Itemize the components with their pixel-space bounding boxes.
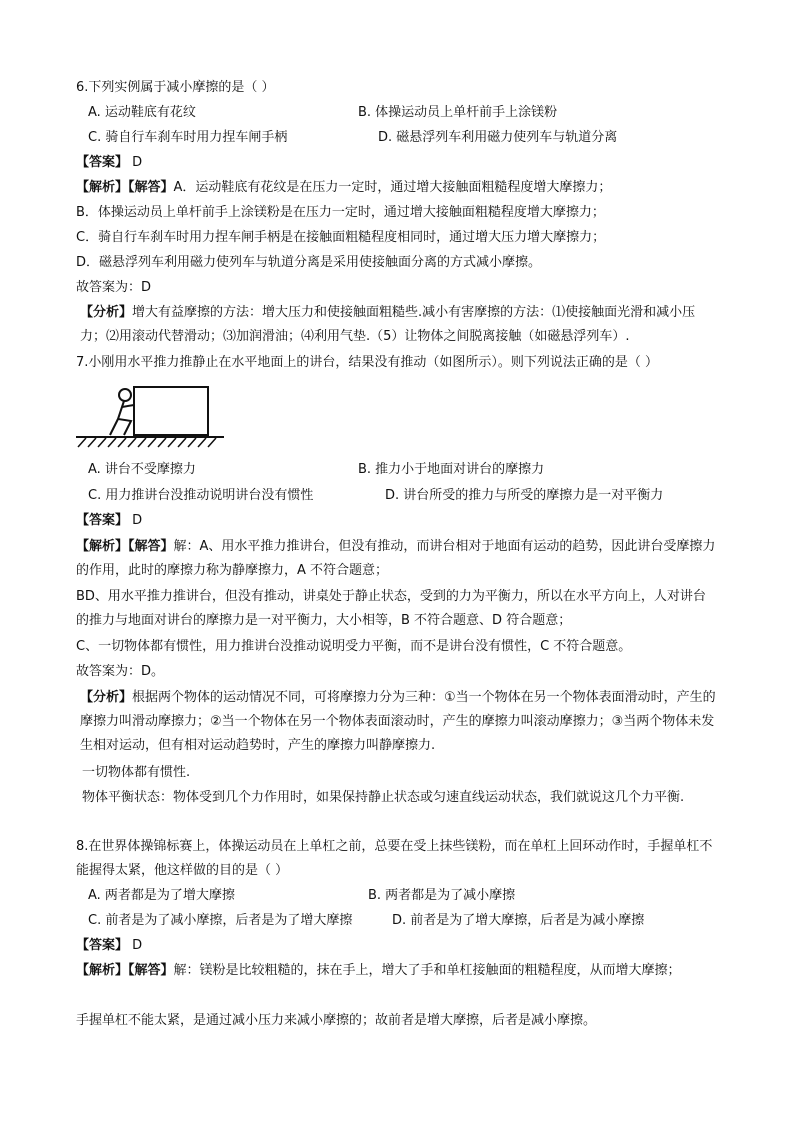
- answer-tag: 【答案】: [76, 513, 129, 528]
- q6-question: 6.下列实例属于减小摩擦的是（ ）: [76, 80, 275, 95]
- jiexi-tag: 【解析】【解答】: [76, 180, 174, 195]
- q7-jiexi-c: C、一切物体都有惯性，用力推讲台没推动说明受力平衡，而不是讲台没有惯性，C 不符合题意。: [76, 639, 632, 654]
- q6-option-b: B. 体操运动员上单杆前手上涂镁粉: [358, 105, 558, 120]
- jiexi-tag: 【解析】【解答】: [76, 539, 174, 554]
- answer-tag: 【答案】: [76, 155, 129, 170]
- q7-jiexi-bd: BD、用水平推力推讲台，但没有推动，讲桌处于静止状态，受到的力为平衡力，所以在水平方向上，人对讲台的推力与地面对讲台的摩擦力是一对平衡力，大小相等，B 不符合题意、D 符合题意；: [76, 589, 706, 628]
- q8-answer: D: [132, 938, 143, 953]
- q7-option-a: A. 讲台不受摩擦力: [88, 462, 196, 477]
- q6-option-d: D. 磁悬浮列车利用磁力使列车与轨道分离: [378, 130, 618, 145]
- q7-fenxi-text: 根据两个物体的运动情况不同，可将摩擦力分为三种：①当一个物体在另一个物体表面滑动时，产生的摩擦力叫滑动摩擦力；②当一个物体在另一个物体表面滚动时，产生的摩擦力叫滚动摩擦力；③当两个物体未发生相对运动，但有相对运动趋势时，产生的摩擦力叫静摩擦力.: [80, 690, 716, 753]
- q6-jiexi-line-1: [76, 176, 726, 200]
- jiexi-tag: 【解析】【解答】: [76, 963, 174, 978]
- q6-answer: D: [132, 155, 143, 170]
- q8-jiexi-first-text: 解：镁粉是比较粗糙的，抹在手上，增大了手和单杠接触面的粗糙程度，从而增大摩擦；: [173, 963, 681, 978]
- q8-answer-line: [76, 934, 726, 958]
- fenxi-tag: 【分析】: [80, 690, 133, 705]
- q7-fenxi-3: 物体平衡状态：物体受到几个力作用时，如果保持静止状态或匀速直线运动状态，我们就说这几个力平衡.: [82, 790, 685, 805]
- q7-option-d: D. 讲台所受的推力与所受的摩擦力是一对平衡力: [385, 488, 664, 503]
- q6-jiexi-c: C．骑自行车刹车时用力捏车闸手柄是在接触面粗糙程度相同时，通过增大压力增大摩擦力；: [76, 230, 606, 245]
- q6-fenxi-text: 增大有益摩擦的方法：增大压力和使接触面粗糙些.减小有害摩擦的方法：⑴使接触面光滑和减小压 力；⑵用滚动代替滑动；⑶加润滑油；⑷利用气垫.（5）让物体之间脱离接触（如磁悬浮列车）.: [80, 305, 696, 344]
- answer-tag: 【答案】: [76, 938, 129, 953]
- q8-option-a: A. 两者都是为了增大摩擦: [88, 888, 235, 903]
- q8-question: 8.在世界体操锦标赛上，体操运动员在上单杠之前，总要在受上抹些镁粉，而在单杠上回环动作时，手握单杠不能握得太紧，他这样做的目的是（ ）: [76, 839, 713, 878]
- q8-jiexi-second: 手握单杠不能太紧，是通过减小压力来减小摩擦的；故前者是增大摩擦，后者是减小摩擦。: [76, 1013, 597, 1028]
- q7-jiexi-ans: 故答案为：D。: [76, 664, 165, 679]
- q8-option-c: C. 前者是为了减小摩擦，后者是为了增大摩擦: [88, 913, 353, 928]
- q7-question: 7.小刚用水平推力推静止在水平地面上的讲台，结果没有推动（如图所示）。则下列说法正确的是（ ）: [76, 355, 659, 370]
- q6-jiexi-ans: 故答案为：D: [76, 280, 152, 295]
- q7-jiexi-a: [76, 535, 716, 583]
- pushing-desk-figure: [76, 375, 226, 455]
- q6-answer-line: [76, 151, 726, 175]
- q7-jiexi-a-text: 解：A、用水平推力推讲台，但没有推动，而讲台相对于地面有运动的趋势，因此讲台受摩擦力的作用，此时的摩擦力称为静摩擦力，A 不符合题意；: [76, 539, 716, 578]
- q7-answer: D: [132, 513, 143, 528]
- q7-option-c: C. 用力推讲台没推动说明讲台没有惯性: [88, 488, 314, 503]
- q6-option-c: C. 骑自行车刹车时用力捏车闸手柄: [88, 130, 288, 145]
- q7-fenxi: [80, 686, 720, 758]
- q6-jiexi-a: A．运动鞋底有花纹是在压力一定时，通过增大接触面粗糙程度增大摩擦力；: [173, 180, 612, 195]
- q7-fenxi-2: 一切物体都有惯性.: [82, 765, 191, 780]
- q6-jiexi-b: B．体操运动员上单杆前手上涂镁粉是在压力一定时，通过增大接触面粗糙程度增大摩擦力；: [76, 205, 605, 220]
- q6-jiexi-d: D．磁悬浮列车利用磁力使列车与轨道分离是采用使接触面分离的方式减小摩擦。: [76, 255, 542, 270]
- fenxi-tag: 【分析】: [80, 305, 133, 320]
- q6-option-a: A. 运动鞋底有花纹: [88, 105, 196, 120]
- q7-option-b: B. 推力小于地面对讲台的摩擦力: [358, 462, 545, 477]
- q6-fenxi: [80, 301, 720, 349]
- q8-option-d: D. 前者是为了增大摩擦，后者是为减小摩擦: [392, 913, 645, 928]
- q8-jiexi-first: [76, 959, 716, 983]
- q7-answer-line: [76, 509, 726, 533]
- q8-option-b: B. 两者都是为了减小摩擦: [368, 888, 516, 903]
